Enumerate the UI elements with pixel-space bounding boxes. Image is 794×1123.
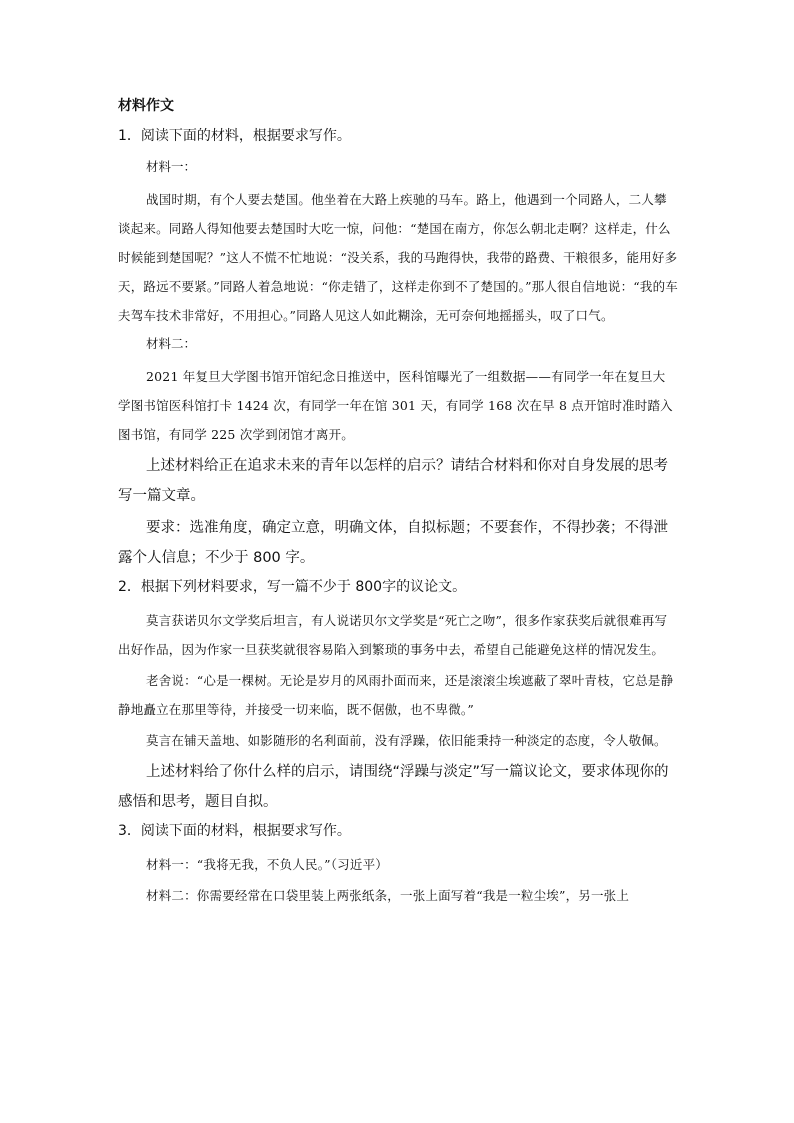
question-1-prompt: 1．阅读下面的材料，根据要求写作。 [118, 128, 351, 144]
q3-material-1: 材料一：“我将无我，不负人民。”（习近平） [146, 857, 388, 872]
q1-requirements: 要求：选准角度，确定立意，明确文体，自拟标题；不要套作，不得抄袭；不得泄露个人信息；不少于 800 字。 [118, 520, 668, 566]
q1-material-1-text: 战国时期，有个人要去楚国。他坐着在大路上疾驰的马车。路上，他遇到一个同路人，二人攀谈起来。同路人得知他要去楚国时大吃一惊，问他：“楚国在南方，你怎么朝北走啊？这样走，什么时候能到楚国呢？”这人不慌不忙地说：“没关系，我的马跑得快，我带的路费、干粮很多，能用好多天，路远不要紧。”同路人着急地说：“你走错了，这样走你到不了楚国的。”那人很自信地说：“我的车夫驾车技术非常好，不用担心。”同路人见这人如此糊涂，无可奈何地摇摇头，叹了口气。 [118, 192, 678, 323]
question-2-prompt: 2．根据下列材料要求，写一篇不少于 800字的议论文。 [118, 579, 467, 595]
q2-paragraph-1: 莫言获诺贝尔文学奖后坦言，有人说诺贝尔文学奖是“死亡之吻”，很多作家获奖后就很难再写出好作品，因为作家一旦获奖就很容易陷入到繁琐的事务中去，希望自己能避免这样的情况发生。 [118, 613, 668, 657]
q1-material-2-text: 2021 年复旦大学图书馆开馆纪念日推送中，医科馆曝光了一组数据——有同学一年在复旦大学图书馆医科馆打卡 1424 次，有同学一年在馆 301 天，有同学 168 次在早 8 点开馆时准时踏入图书馆，有同学 225 次学到闭馆才离开。 [118, 369, 673, 442]
q2-paragraph-2: 老舍说：“心是一棵树。无论是岁月的风雨扑面而来，还是滚滚尘埃遮蔽了翠叶青枝，它总是静静地矗立在那里等待，并接受一切来临，既不倨傲，也不卑微。” [118, 673, 674, 717]
q2-paragraph-3: 莫言在铺天盖地、如影随形的名利面前，没有浮躁，依旧能秉持一种淡定的态度，令人敬佩。 [146, 733, 667, 748]
q1-material-1-label: 材料一： [146, 159, 197, 174]
document-content [118, 94, 678, 912]
q3-material-2: 材料二：你需要经常在口袋里装上两张纸条，一张上面写着“我是一粒尘埃”，另一张上 [146, 888, 630, 903]
q1-instruction: 上述材料给正在追求未来的青年以怎样的启示？请结合材料和你对自身发展的思考写一篇文章。 [118, 458, 668, 504]
question-3-prompt: 3．阅读下面的材料，根据要求写作。 [118, 823, 351, 839]
q1-material-2-label: 材料二： [146, 336, 197, 351]
section-title: 材料作文 [118, 98, 174, 114]
q2-instruction: 上述材料给了你什么样的启示，请围绕“浮躁与淡定”写一篇议论文，要求体现你的感悟和思考，题目自拟。 [118, 764, 669, 810]
